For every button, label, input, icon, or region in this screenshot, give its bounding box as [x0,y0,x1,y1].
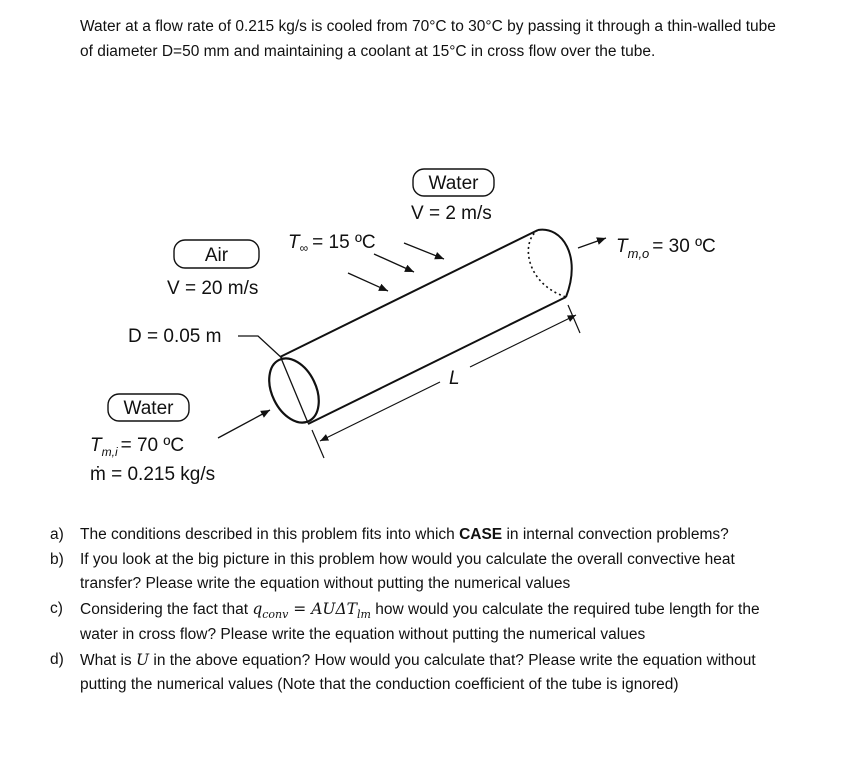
t-inf-label: $T_\infty = 15$ ºC [288,232,376,255]
length-extension-right [568,305,580,333]
outlet-temperature: $T_{m,o} = 30$ ºC [616,236,716,261]
coolant-arrow-3 [348,273,388,291]
water-top-velocity: V = 2 m/s [411,203,492,224]
inlet-flow-arrow [218,410,270,438]
diameter-label: D = 0.05 m [128,326,222,347]
question-a: a) The conditions described in this problem fits into which CASE in internal convection problems? [40,523,800,548]
water-left-label: Water [123,398,174,419]
length-label: L [449,368,460,389]
water-top-label: Water [428,173,479,194]
outlet-flow-arrow [578,238,606,248]
coolant-arrow-2 [374,254,414,272]
length-extension-left [312,430,324,458]
equation-qconv: $q_{conv} = AU\Delta T_{lm}$ [252,599,371,621]
air-label: Air [204,245,229,266]
air-velocity: V = 20 m/s [167,278,259,299]
tube-outlet-front [538,230,572,297]
coolant-arrow-1 [404,243,444,259]
tube-bottom-edge [308,297,566,424]
length-dim-arrow-right [470,315,576,367]
question-label: a) [50,526,64,543]
length-dim-arrow-left [320,382,440,441]
question-label: d) [50,650,64,668]
inlet-temperature: $T_{m,i} = 70$ ºC [90,435,185,459]
question-d: d) What is U in the above equation? How would you calculate that? Please write the equation without putting the numerical values (Note that the conduction coefficient of the tube is ignored) [40,648,800,698]
question-label: b) [50,550,64,568]
question-list [40,523,800,698]
question-label: c) [50,599,63,617]
question-c: c) Considering the fact that $q_{conv} = AU\Delta T_{lm}$ how would you calculate the required tube length for the water in cross flow? Please write the equation without putting the numerical values [40,597,800,648]
mass-flow-rate: ṁ = 0.215 kg/s [90,464,216,485]
diameter-leader [238,336,284,360]
question-b: b) If you look at the big picture in this problem how would you calculate the overall convective heat transfer? Please write the equation without putting the numerical values [40,548,800,597]
problem-statement: Water at a flow rate of 0.215 kg/s is cooled from 70°C to 30°C by passing it through a thin-walled tube of diameter D=50 mm and maintaining a coolant at 15°C in cross flow over the tube. [80,18,776,60]
tube-outlet-back [528,230,566,297]
